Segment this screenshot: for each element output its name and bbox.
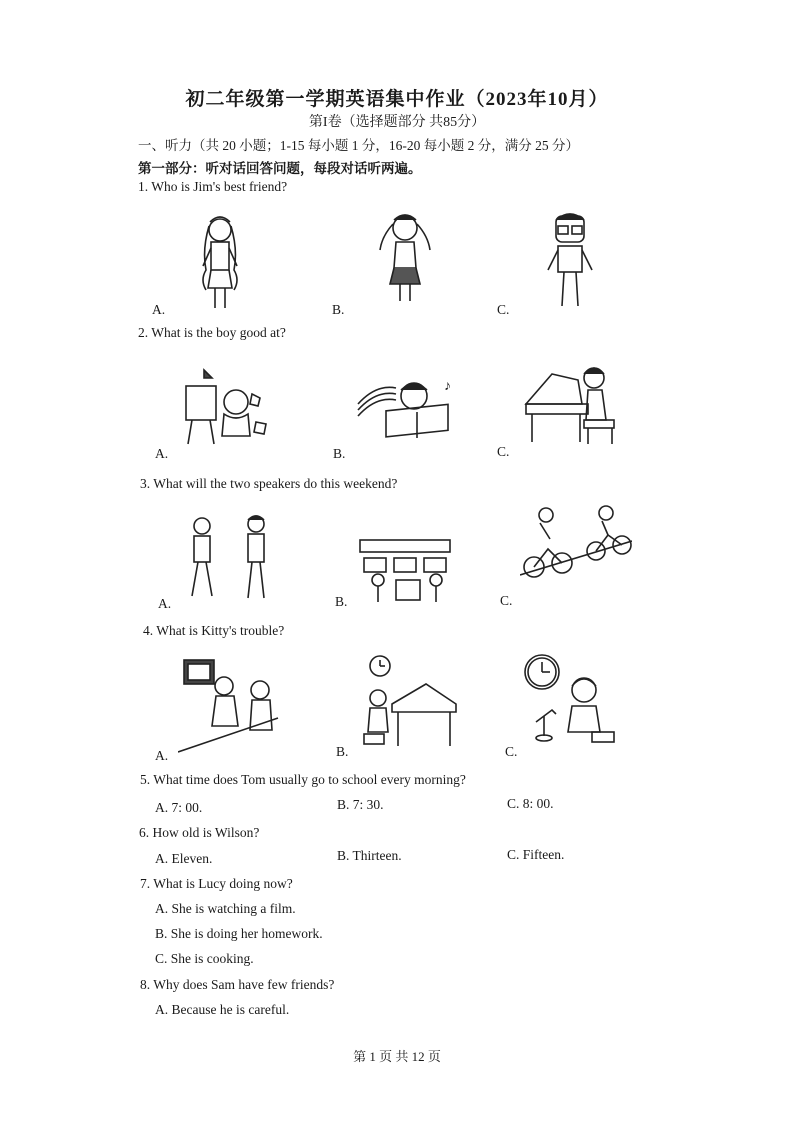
two-people-walking-icon xyxy=(180,512,280,604)
q7-option-b: B. She is doing her homework. xyxy=(155,926,323,941)
q5-option-c: C. 8: 00. xyxy=(507,796,554,811)
q3-option-b: B. xyxy=(335,594,348,609)
q3-option-c: C. xyxy=(500,593,513,608)
svg-text:♪: ♪ xyxy=(444,379,451,394)
page-title: 初二年级第一学期英语集中作业（2023年10月） xyxy=(185,89,609,110)
page-subtitle: 第I卷（选择题部分 共85分） xyxy=(308,115,486,130)
question-7: 7. What is Lucy doing now? xyxy=(140,876,293,891)
q2-option-a: A. xyxy=(155,446,169,461)
people-shopping-icon xyxy=(356,536,456,606)
q2-option-b: B. xyxy=(333,446,346,461)
question-1: 1. Who is Jim's best friend? xyxy=(138,179,288,194)
girl-at-piano-clock-icon xyxy=(356,654,462,752)
section-heading: 一、听力（共 20 小题；1-15 每小题 1 分，16-20 每小题 2 分，满分 25 分） xyxy=(138,138,579,153)
q8-option-a: A. Because he is careful. xyxy=(155,1002,290,1017)
question-4: 4. What is Kitty's trouble? xyxy=(143,623,285,638)
q7-option-c: C. She is cooking. xyxy=(155,951,254,966)
boy-singing-icon xyxy=(356,374,456,444)
girl-homework-clock-icon xyxy=(522,652,626,748)
question-5: 5. What time does Tom usually go to school every morning? xyxy=(140,772,466,787)
q7-option-a: A. She is watching a film. xyxy=(155,901,296,916)
q1-option-a: A. xyxy=(152,302,166,317)
question-2: 2. What is the boy good at? xyxy=(138,325,286,340)
page-footer: 第 1 页 共 12 页 xyxy=(353,1049,441,1064)
q6-option-b: B. Thirteen. xyxy=(337,848,402,863)
question-3: 3. What will the two speakers do this weekend? xyxy=(140,476,398,491)
q4-option-a: A. xyxy=(155,748,169,763)
girl-long-wavy-hair-icon xyxy=(190,210,250,315)
q6-option-a: A. Eleven. xyxy=(155,851,213,866)
boy-playing-piano-icon xyxy=(522,360,622,446)
girl-watching-tv-icon xyxy=(178,656,282,756)
q5-option-a: A. 7: 00. xyxy=(155,800,203,815)
q6-option-c: C. Fifteen. xyxy=(507,847,565,862)
boy-with-glasses-icon xyxy=(540,208,600,312)
q4-option-b: B. xyxy=(336,744,349,759)
boy-painting-icon xyxy=(182,364,274,448)
q2-option-c: C. xyxy=(497,444,510,459)
q1-option-b: B. xyxy=(332,302,345,317)
girl-pigtails-icon xyxy=(372,206,438,306)
q1-option-c: C. xyxy=(497,302,510,317)
question-8: 8. Why does Sam have few friends? xyxy=(140,977,335,992)
q3-option-a: A. xyxy=(158,596,172,611)
children-cycling-icon xyxy=(520,505,632,589)
q4-option-c: C. xyxy=(505,744,518,759)
question-6: 6. How old is Wilson? xyxy=(139,825,260,840)
q5-option-b: B. 7: 30. xyxy=(337,797,384,812)
part-heading: 第一部分：听对话回答问题，每段对话听两遍。 xyxy=(138,161,422,176)
